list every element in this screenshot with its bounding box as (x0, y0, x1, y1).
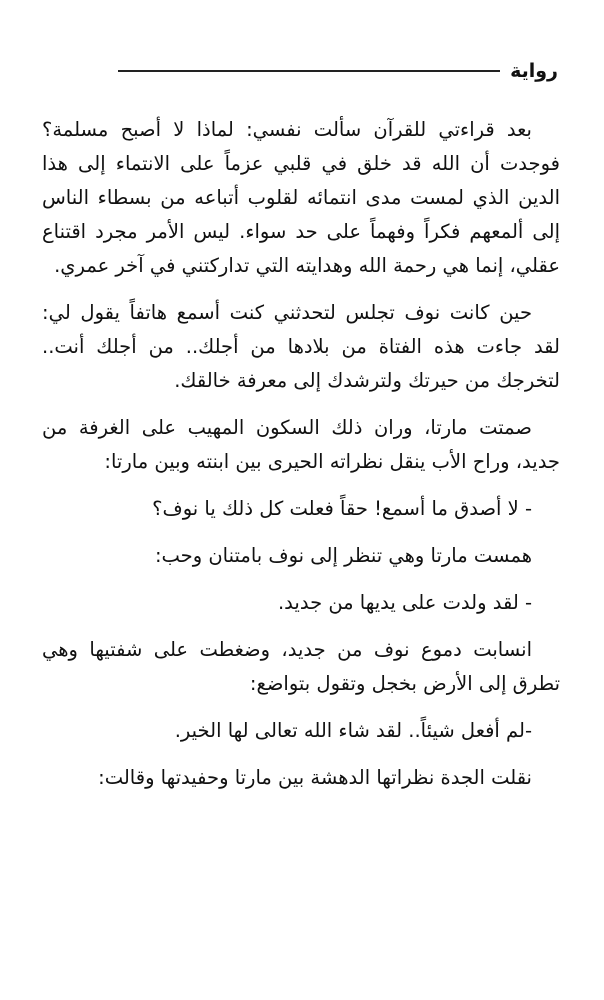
dialogue-line-2: - لقد ولدت على يديها من جديد. (277, 591, 532, 614)
header-rule (118, 70, 500, 72)
dialogue-line-1: - لا أصدق ما أسمع! حقاً فعلت كل ذلك يا نوف؟ (152, 497, 532, 520)
paragraph-5: انسابت دموع نوف من جديد، وضغطت على شفتيها وهي تطرق إلى الأرض بخجل وتقول بتواضع: (42, 638, 560, 695)
header-label: رواية (510, 59, 558, 82)
paragraph-4: همست مارتا وهي تنظر إلى نوف بامتنان وحب: (154, 544, 532, 567)
dialogue-line-3: -لم أفعل شيئاً.. لقد شاء الله تعالى لها الخير. (174, 719, 532, 742)
body-text (42, 113, 560, 808)
paragraph-1: بعد قراءتي للقرآن سألت نفسي: لماذا لا أصبح مسلمة؟ فوجدت أن الله قد خلق في قلبي عزماً على الانتماء إلى هذا الدين الذي لمست مدى انتمائه لقلوب أتباعه من بسطاء الناس إلى ألمعهم فكراً وفهماً على حد سواء. ليس الأمر مجرد اقتناع عقلي، إنما هي رحمة الله وهدايته التي تداركتني في آخر عمري. (42, 118, 560, 277)
paragraph-2: حين كانت نوف تجلس لتحدثني كنت أسمع هاتفاً يقول لي: لقد جاءت هذه الفتاة من بلادها من أجلك.. من أجلك أنت.. لتخرجك من حيرتك ولترشدك إلى معرفة خالقك. (42, 301, 560, 392)
paragraph-3: صمتت مارتا، وران ذلك السكون المهيب على الغرفة من جديد، وراح الأب ينقل نظراته الحيرى بين ابنته وبين مارتا: (42, 416, 560, 473)
running-header (118, 55, 558, 87)
paragraph-6: نقلت الجدة نظراتها الدهشة بين مارتا وحفيدتها وقالت: (98, 766, 532, 789)
